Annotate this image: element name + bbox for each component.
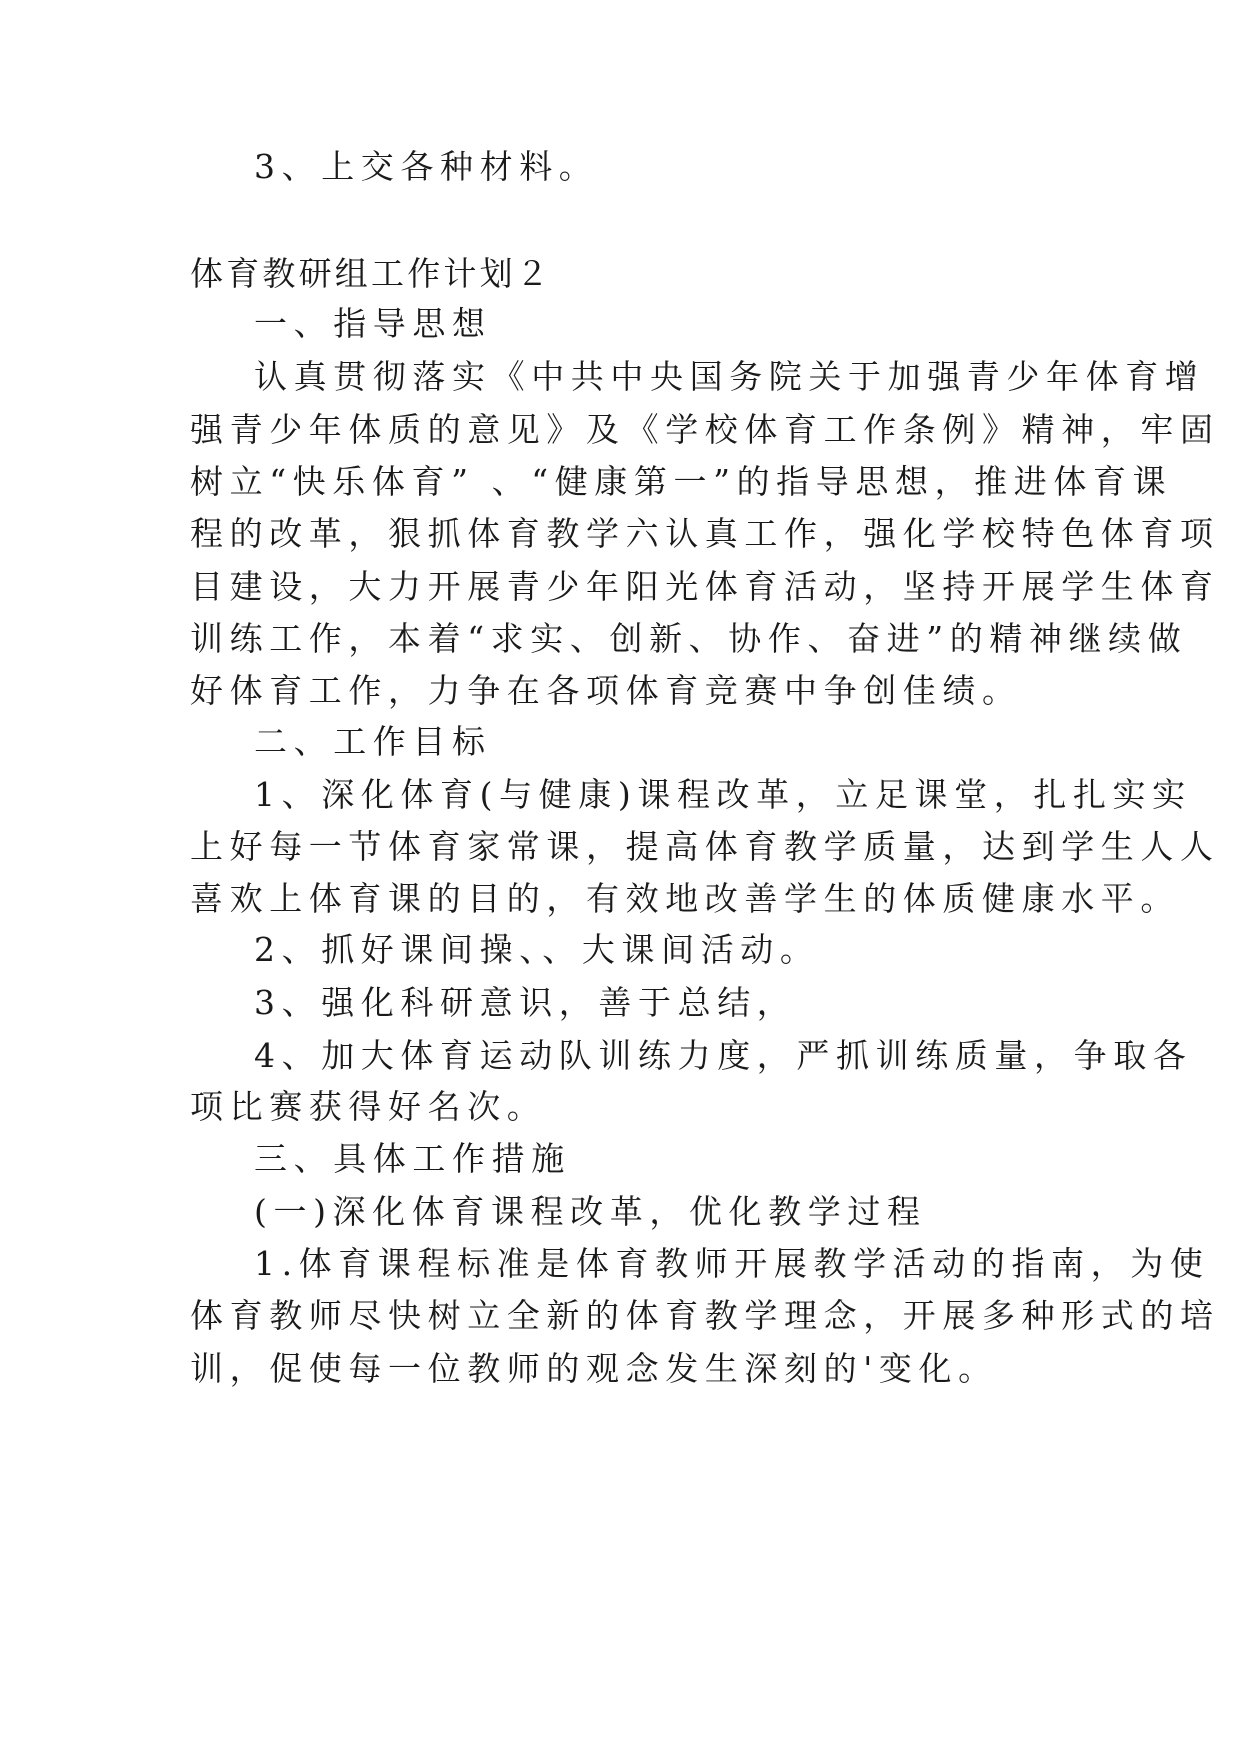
heading-work-goals: 二、工作目标 (254, 722, 492, 761)
paragraph-line: 好体育工作，力争在各项体育竞赛中争创佳绩。 (190, 671, 1022, 710)
goal-2: 2、抓好课间操、、大课间活动。 (254, 930, 820, 969)
paragraph-line: 强青少年体质的意见》及《学校体育工作条例》精神，牢固 (190, 410, 1220, 449)
subheading-curriculum-reform: (一)深化体育课程改革，优化教学过程 (254, 1192, 927, 1231)
paragraph-line: 程的改革，狠抓体育教学六认真工作，强化学校特色体育项 (190, 514, 1220, 553)
measure-1-line: 1.体育课程标准是体育教师开展教学活动的指南，为使 (254, 1244, 1210, 1283)
goal-4-line: 项比赛获得好名次。 (190, 1087, 547, 1126)
section-title: 体育教研组工作计划２ (190, 254, 552, 293)
paragraph-line: 训练工作，本着“求实、创新、协作、奋进”的精神继续做 (190, 619, 1188, 658)
measure-1-line: 体育教师尽快树立全新的体育教学理念，开展多种形式的培 (190, 1296, 1220, 1335)
goal-4-line: 4、加大体育运动队训练力度，严抓训练质量，争取各 (254, 1036, 1193, 1075)
goal-1-line: 上好每一节体育家常课，提高体育教学质量，达到学生人人 (190, 827, 1220, 866)
list-item-submit-materials: 3、上交各种材料。 (254, 147, 599, 186)
paragraph-line: 树立“快乐体育” 、“健康第一”的指导思想，推进体育课 (190, 462, 1173, 501)
paragraph-line: 目建设，大力开展青少年阳光体育活动，坚持开展学生体育 (190, 567, 1220, 606)
measure-1-line: 训，促使每一位教师的观念发生深刻的'变化。 (190, 1349, 998, 1388)
goal-1-line: 喜欢上体育课的目的，有效地改善学生的体质健康水平。 (190, 879, 1180, 918)
goal-1-line: 1、深化体育(与健康)课程改革，立足课堂，扎扎实实 (254, 775, 1192, 814)
paragraph-line: 认真贯彻落实《中共中央国务院关于加强青少年体育增 (254, 357, 1205, 396)
heading-specific-measures: 三、具体工作措施 (254, 1139, 571, 1178)
heading-guiding-thought: 一、指导思想 (254, 304, 492, 343)
goal-3: 3、强化科研意识，善于总结， (254, 983, 797, 1022)
